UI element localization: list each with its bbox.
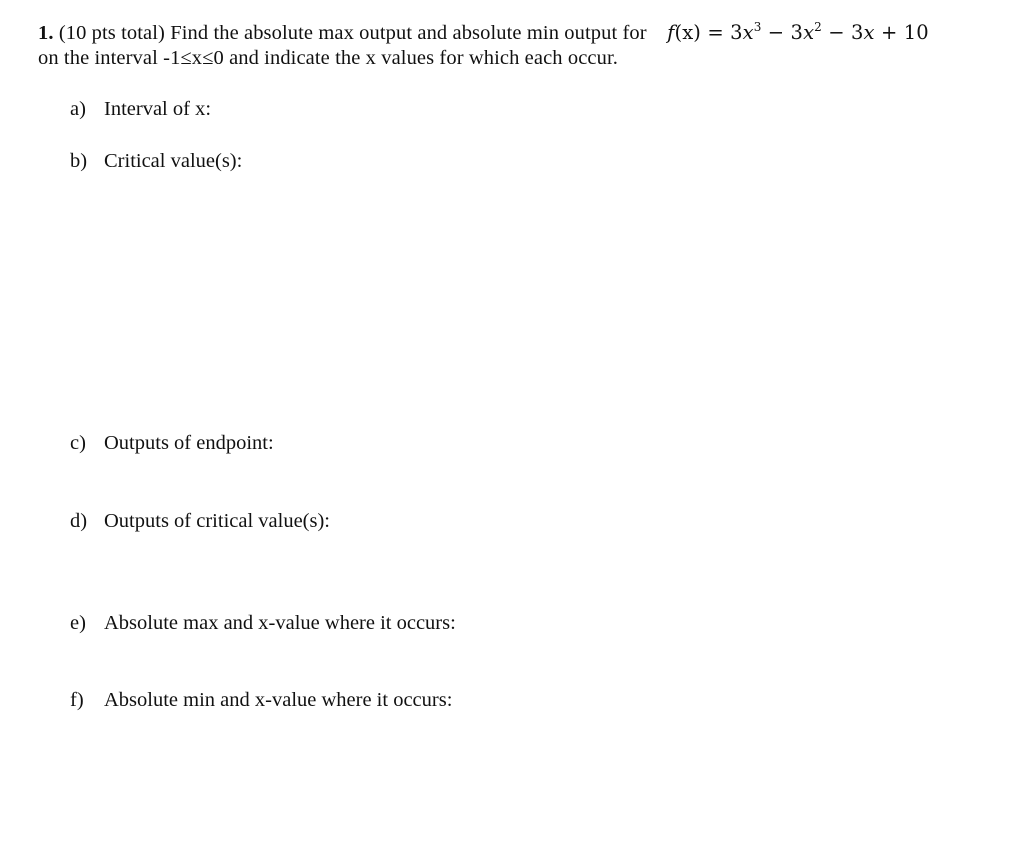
interval-instruction: and indicate the x values for which each occur. [229, 47, 618, 69]
item-label: Absolute max and x-value where it occurs: [104, 612, 456, 634]
function-name: f [667, 21, 675, 44]
term1-exponent: 3 [753, 20, 762, 34]
term3-variable: x [863, 21, 875, 44]
item-letter: c) [70, 432, 86, 454]
question-item-e [70, 612, 456, 635]
item-letter: f) [70, 689, 84, 711]
constant-term: 10 [903, 21, 929, 44]
term2-variable: x [803, 21, 815, 44]
item-label: Outputs of critical value(s): [104, 510, 331, 532]
item-label: Interval of x: [104, 98, 212, 120]
interval-intro: on the interval [38, 47, 158, 69]
question-item-c [70, 432, 274, 455]
minus-sign-1: − [767, 21, 785, 44]
item-letter: d) [70, 510, 88, 532]
problem-statement-line-2 [38, 47, 618, 70]
plus-sign: + [880, 21, 898, 44]
question-item-b [70, 150, 242, 173]
term2-exponent: 2 [814, 20, 822, 34]
item-letter: e) [70, 612, 86, 634]
item-label: Critical value(s): [104, 150, 243, 172]
function-argument: (x) [674, 21, 702, 44]
item-label: Absolute min and x-value where it occurs: [104, 689, 453, 711]
interval-expression: -1≤x≤0 [163, 47, 224, 69]
term1-variable: x [742, 21, 754, 44]
problem-prompt: Find the absolute max output and absolute min output for [170, 22, 647, 44]
equals-sign: = [707, 21, 724, 44]
problem-statement-line-1 [38, 21, 929, 45]
question-item-f [70, 689, 452, 712]
question-item-a [70, 98, 211, 121]
item-letter: b) [70, 150, 88, 172]
problem-points: (10 pts total) [58, 22, 165, 44]
function-expression [667, 21, 929, 44]
item-letter: a) [70, 98, 86, 120]
term2-coefficient: 3 [790, 21, 804, 44]
term3-coefficient: 3 [851, 21, 864, 44]
minus-sign-2: − [828, 21, 845, 44]
problem-number: 1. [38, 22, 54, 44]
item-label: Outputs of endpoint: [104, 432, 274, 454]
question-item-d [70, 510, 330, 533]
term1-coefficient: 3 [730, 21, 743, 44]
